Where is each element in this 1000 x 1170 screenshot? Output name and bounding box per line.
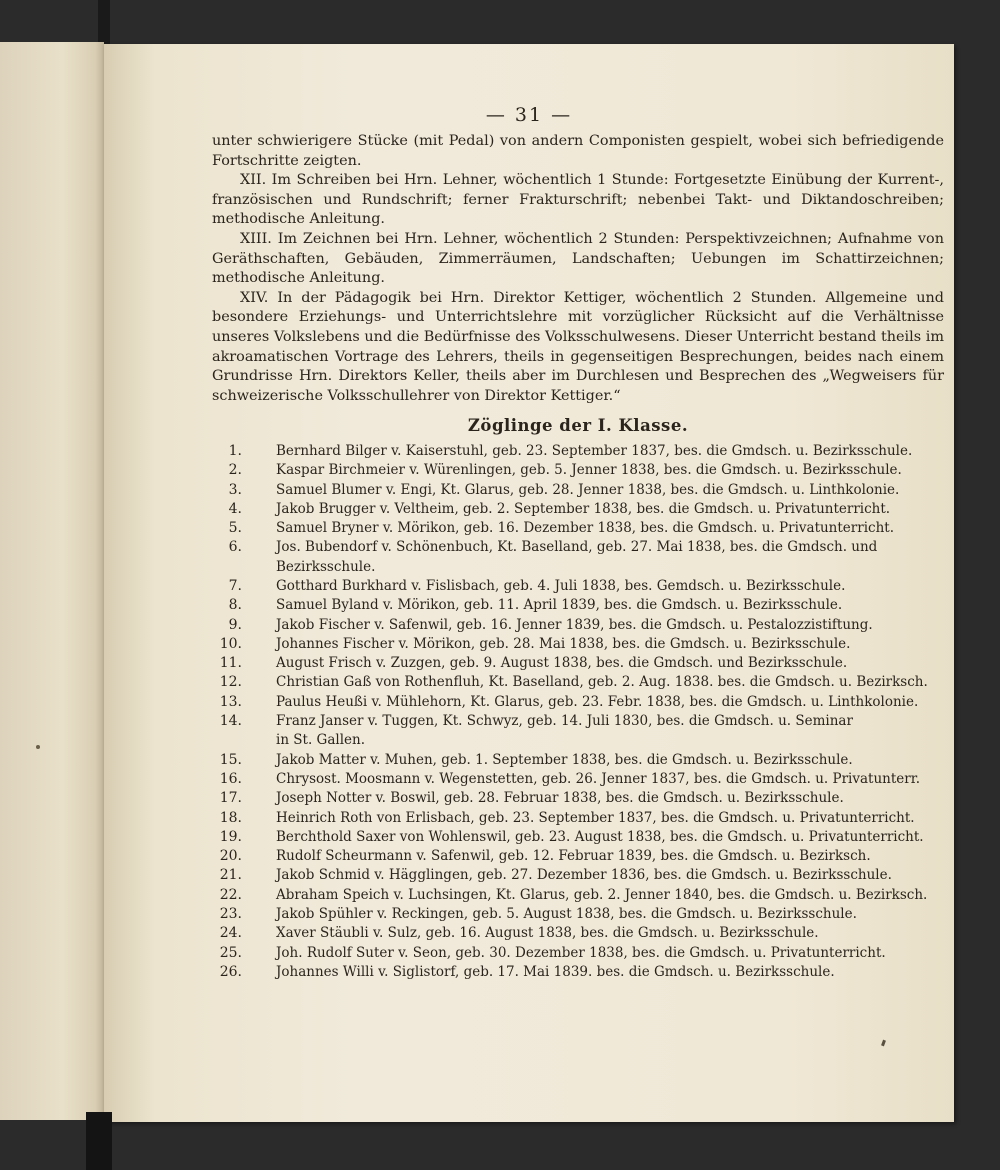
student-entry (212, 500, 944, 519)
student-number: 4. (228, 500, 242, 517)
student-details: Samuel Bryner v. Mörikon, geb. 16. Dezember 1838, bes. die Gmdsch. u. Privatunterricht. (276, 520, 894, 537)
student-details: Berchthold Saxer von Wohlenswil, geb. 23. August 1838, bes. die Gmdsch. u. Privatunterricht. (276, 828, 924, 845)
student-number: 6. (228, 539, 242, 556)
student-entry (212, 789, 944, 808)
student-entry (212, 866, 944, 885)
student-entry (212, 461, 944, 480)
student-number: 14. (219, 713, 242, 730)
student-entry (212, 751, 944, 770)
paragraph-xiv-paedagogik: XIV. In der Pädagogik bei Hrn. Direktor Kettiger, wöchentlich 2 Stunden. Allgemeine und besondere Erziehungs- und Unterrichtslehre mit vorzüglicher Rücksicht auf die Verhältnisse unseres Volkslebens und die Bedürfnisse des Volksschulwesens. Dieser Unterricht bestand theils im akroamatischen Vortrage des Lehrers, theils in gegenseitigen Besprechungen, beides nach einem Grundrisse Hrn. Direktors Keller, theils aber im Durchlesen und Besprechen des „Wegweisers für schweizerische Volksschullehrer von Direktor Kettiger.“ (212, 289, 944, 404)
student-entry (212, 693, 944, 712)
student-entry (212, 712, 944, 751)
student-entry (212, 481, 944, 500)
student-number: 21. (219, 867, 242, 884)
student-number: 22. (219, 886, 242, 903)
page-text (212, 132, 944, 982)
student-entry (212, 770, 944, 789)
student-number: 16. (219, 770, 242, 787)
student-number: 7. (228, 577, 242, 594)
student-number: 5. (228, 520, 242, 537)
student-number: 12. (219, 674, 242, 691)
left-page-edge (0, 42, 104, 1120)
student-details: Rudolf Scheurmann v. Safenwil, geb. 12. Februar 1839, bes. die Gmdsch. u. Bezirksch. (276, 848, 871, 865)
paragraph-xiii-zeichnen: XIII. Im Zeichnen bei Hrn. Lehner, wöchentlich 2 Stunden: Perspektivzeichnen; Aufnahme von Geräthschaften, Gebäuden, Zimmerräumen, Landschaften; Uebungen im Schattirzeichnen; methodische Anleitung. (212, 230, 944, 287)
student-details: Samuel Blumer v. Engi, Kt. Glarus, geb. 28. Jenner 1838, bes. die Gmdsch. u. Linthkolonie. (276, 481, 900, 498)
student-details: Samuel Byland v. Mörikon, geb. 11. April 1839, bes. die Gmdsch. u. Bezirksschule. (276, 597, 843, 614)
student-details: Johannes Fischer v. Mörikon, geb. 28. Mai 1838, bes. die Gmdsch. u. Bezirksschule. (276, 635, 851, 652)
student-entry (212, 635, 944, 654)
student-entry (212, 616, 944, 635)
student-entry (212, 809, 944, 828)
student-details: Abraham Speich v. Luchsingen, Kt. Glarus, geb. 2. Jenner 1840, bes. die Gmdsch. u. Bezirksch. (276, 886, 928, 903)
student-number: 19. (219, 828, 242, 845)
student-details: Christian Gaß von Rothenfluh, Kt. Baselland, geb. 2. Aug. 1838. bes. die Gmdsch. u. Bezirksch. (276, 674, 928, 691)
section-heading: Zöglinge der I. Klasse. (467, 416, 689, 436)
student-details: Jakob Schmid v. Hägglingen, geb. 27. Dezember 1836, bes. die Gmdsch. u. Bezirksschule. (276, 867, 892, 884)
student-details-continued: Bezirksschule. (276, 558, 376, 575)
student-number: 24. (219, 925, 242, 942)
student-entry (212, 519, 944, 538)
book-page (104, 44, 954, 1122)
student-details: Jakob Fischer v. Safenwil, geb. 16. Jenner 1839, bes. die Gmdsch. u. Pestalozzistiftung. (276, 616, 873, 633)
page-number: — 31 — (485, 104, 573, 126)
student-number: 1. (228, 442, 242, 459)
student-entry (212, 442, 944, 461)
student-entry (212, 828, 944, 847)
student-entry (212, 963, 944, 982)
student-details: Jos. Bubendorf v. Schönenbuch, Kt. Baselland, geb. 27. Mai 1838, bes. die Gmdsch. und (276, 539, 878, 556)
student-details: August Frisch v. Zuzgen, geb. 9. August 1838, bes. die Gmdsch. und Bezirksschule. (276, 655, 848, 672)
paper-speck (36, 745, 40, 749)
student-number: 20. (219, 848, 242, 865)
student-number: 10. (219, 635, 242, 652)
student-entry (212, 847, 944, 866)
student-details: Jakob Spühler v. Reckingen, geb. 5. August 1838, bes. die Gmdsch. u. Bezirksschule. (276, 906, 857, 923)
student-entry (212, 944, 944, 963)
student-details-continued: in St. Gallen. (276, 732, 366, 749)
student-entry (212, 905, 944, 924)
student-entry (212, 596, 944, 615)
student-details: Franz Janser v. Tuggen, Kt. Schwyz, geb. 14. Juli 1830, bes. die Gmdsch. u. Seminar (276, 713, 853, 730)
student-details: Chrysost. Moosmann v. Wegenstetten, geb. 26. Jenner 1837, bes. die Gmdsch. u. Privatunterr. (276, 770, 920, 787)
book-spine-bottom (86, 1112, 112, 1170)
student-list (212, 442, 944, 982)
student-details: Heinrich Roth von Erlisbach, geb. 23. September 1837, bes. die Gmdsch. u. Privatunterricht. (276, 809, 915, 826)
student-number: 2. (228, 462, 242, 479)
student-details: Joh. Rudolf Suter v. Seon, geb. 30. Dezember 1838, bes. die Gmdsch. u. Privatunterricht. (276, 944, 886, 961)
student-number: 11. (219, 655, 242, 672)
student-number: 26. (219, 963, 242, 980)
paragraph-xii-schreiben: XII. Im Schreiben bei Hrn. Lehner, wöchentlich 1 Stunde: Fortgesetzte Einübung der Kurrent-, französischen und Rundschrift; ferner Frakturschrift; nebenbei Takt- und Diktandoschreiben; methodische Anleitung. (212, 172, 944, 228)
student-number: 18. (219, 809, 242, 826)
student-details: Jakob Brugger v. Veltheim, geb. 2. September 1838, bes. die Gmdsch. u. Privatunterricht. (276, 500, 891, 517)
student-number: 3. (228, 481, 242, 498)
student-number: 13. (219, 693, 242, 710)
student-number: 9. (228, 616, 242, 633)
student-details: Johannes Willi v. Siglistorf, geb. 17. Mai 1839. bes. die Gmdsch. u. Bezirksschule. (276, 963, 835, 980)
student-number: 17. (219, 790, 242, 807)
student-entry (212, 538, 944, 577)
student-details: Bernhard Bilger v. Kaiserstuhl, geb. 23. September 1837, bes. die Gmdsch. u. Bezirksschule. (276, 442, 913, 459)
student-number: 23. (219, 906, 242, 923)
student-details: Gotthard Burkhard v. Fislisbach, geb. 4. Juli 1838, bes. Gemdsch. u. Bezirksschule. (276, 577, 846, 594)
student-entry (212, 924, 944, 943)
student-entry (212, 577, 944, 596)
paragraph-continuation: unter schwierigere Stücke (mit Pedal) von andern Componisten gespielt, wobei sich befriedigende Fortschritte zeigten. (212, 133, 944, 169)
student-entry (212, 886, 944, 905)
student-details: Joseph Notter v. Boswil, geb. 28. Februar 1838, bes. die Gmdsch. u. Bezirksschule. (276, 790, 844, 807)
student-entry (212, 654, 944, 673)
student-details: Kaspar Birchmeier v. Würenlingen, geb. 5. Jenner 1838, bes. die Gmdsch. u. Bezirksschule. (276, 462, 902, 479)
student-entry (212, 673, 944, 692)
student-details: Paulus Heußi v. Mühlehorn, Kt. Glarus, geb. 23. Febr. 1838, bes. die Gmdsch. u. Linthkolonie. (276, 693, 919, 710)
student-details: Jakob Matter v. Muhen, geb. 1. September 1838, bes. die Gmdsch. u. Bezirksschule. (276, 751, 853, 768)
student-details: Xaver Stäubli v. Sulz, geb. 16. August 1838, bes. die Gmdsch. u. Bezirksschule. (276, 925, 819, 942)
student-number: 25. (219, 944, 242, 961)
student-number: 8. (228, 597, 242, 614)
book-spine-top (98, 0, 110, 44)
student-number: 15. (219, 751, 242, 768)
